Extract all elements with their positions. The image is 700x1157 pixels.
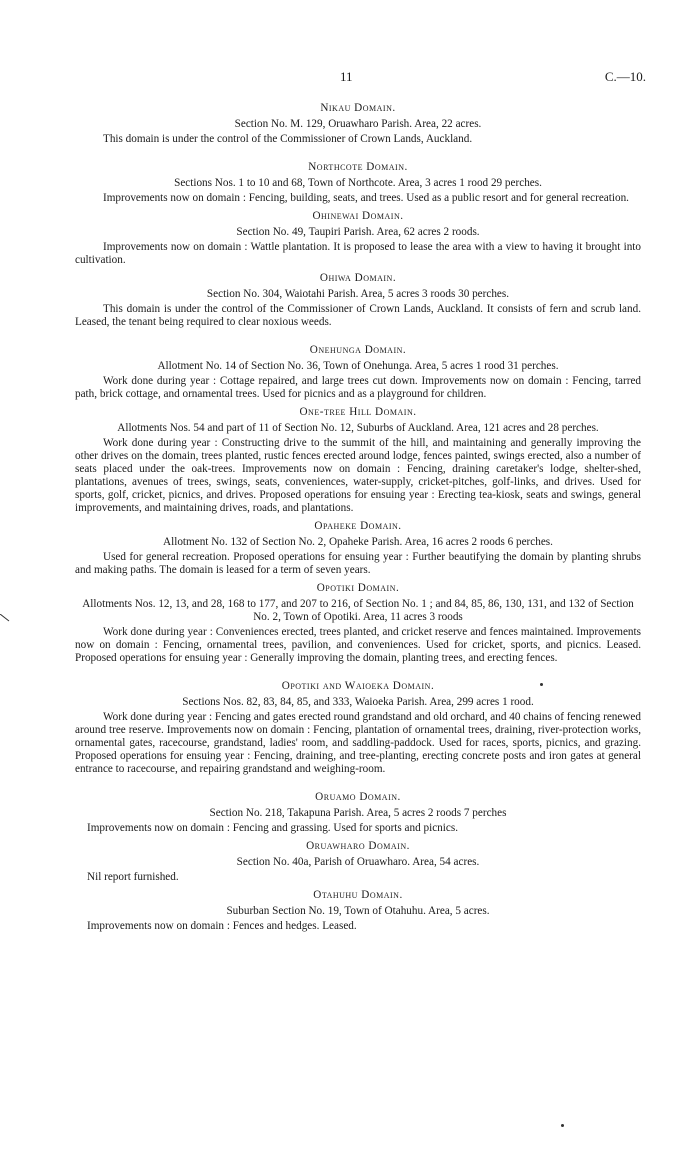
domain-section bbox=[75, 889, 641, 933]
domain-heading: Ohiwa Domain. bbox=[319, 272, 397, 284]
domain-report: Work done during year : Constructing drive to the summit of the hill, and maintaining and generally improving the other drives on the domain, trees planted, rustic fences erected around lodge, fences painted, swings erected, also a number of seats placed under the oak-trees. Improvements now on domain : Fencing, draining caretaker's lodge, shelter-shed, plantations, avenues of trees, swings, seats, conveniences, water-supply, cricket-pitches, golf-links, and drives. Used for sports, golf, cricket, picnics, and drives. Proposed operations for ensuing year : Erecting tea-kiosk, seats and swings, general improvements, and maintaining drives, roads, and plantations. bbox=[75, 437, 641, 514]
domain-heading: Nikau Domain. bbox=[320, 102, 396, 114]
domain-report: Used for general recreation. Proposed operations for ensuing year : Further beautifying the domain by planting shrubs and making paths. The domain is leased for a term of seven years. bbox=[75, 551, 641, 576]
domain-heading: Otahuhu Domain. bbox=[313, 889, 403, 901]
domain-report: Improvements now on domain : Fencing, building, seats, and trees. Used as a public resort and for general recreation. bbox=[103, 192, 629, 204]
domain-section bbox=[75, 161, 641, 205]
domain-heading: Opotiki Domain. bbox=[316, 582, 400, 594]
domain-heading: Opotiki and Waioeka Domain. bbox=[281, 680, 435, 692]
domain-description: Suburban Section No. 19, Town of Otahuhu. Area, 5 acres. bbox=[226, 905, 490, 917]
domain-description: Allotments Nos. 54 and part of 11 of Section No. 12, Suburbs of Auckland. Area, 121 acres and 28 perches. bbox=[117, 422, 599, 434]
domain-heading: Opaheke Domain. bbox=[314, 520, 402, 532]
domain-description: Section No. 40a, Parish of Oruawharo. Area, 54 acres. bbox=[236, 856, 480, 868]
page-number: 11 bbox=[340, 69, 353, 84]
domain-heading: Northcote Domain. bbox=[308, 161, 408, 173]
domain-report: This domain is under the control of the Commissioner of Crown Lands, Auckland. It consists of fern and scrub land. Leased, the tenant being required to clear noxious weeds. bbox=[75, 303, 641, 328]
domain-section bbox=[75, 406, 641, 515]
domain-section bbox=[75, 520, 641, 577]
ink-speck bbox=[561, 1124, 564, 1127]
series-number: C.—10. bbox=[604, 69, 646, 84]
document-body bbox=[75, 97, 641, 935]
domain-heading: Oruawharo Domain. bbox=[306, 840, 410, 852]
domain-heading: Ohinewai Domain. bbox=[312, 210, 404, 222]
domain-heading: Oruamo Domain. bbox=[315, 791, 401, 803]
domain-description: Allotment No. 14 of Section No. 36, Town of Onehunga. Area, 5 acres 1 rood 31 perches. bbox=[157, 360, 559, 372]
domain-report: Work done during year : Fencing and gates erected round grandstand and old orchard, and 40 chains of fencing renewed around tree reserve. Improvements now on domain : Fencing, plantation of ornamental trees, draining, river-protection works, ornamental gates, racecourse, grandstand, ladies' room, and saddling-paddock. Used for races, sports, picnics, and grazing. Proposed operations for ensuing year : Fencing, draining, and tree-planting, erecting concrete posts and iron gates at general entrance to racecourse, and repairing grandstand and weighing-room. bbox=[75, 711, 641, 775]
domain-report: Work done during year : Conveniences erected, trees planted, and cricket reserve and fences maintained. Improvements now on domain : Fencing, ornamental trees, pavilion, and conveniences. Used for cricket, sports, and picnics. Leased. Proposed operations for ensuing year : Generally improving the domain, planting trees, and erecting fences. bbox=[75, 626, 641, 664]
ink-speck bbox=[540, 683, 543, 686]
domain-report: This domain is under the control of the Commissioner of Crown Lands, Auckland. bbox=[103, 133, 473, 145]
domain-section bbox=[75, 344, 641, 401]
domain-report: Improvements now on domain : Wattle plantation. It is proposed to lease the area with a view to having it brought into cultivation. bbox=[75, 241, 641, 266]
domain-heading: One-tree Hill Domain. bbox=[299, 406, 417, 418]
domain-description: Sections Nos. 1 to 10 and 68, Town of Northcote. Area, 3 acres 1 rood 29 perches. bbox=[174, 177, 542, 189]
domain-report: Work done during year : Cottage repaired, and large trees cut down. Improvements now on domain : Fencing, tarred path, brick cottage, and ornamental trees. Used for picnics and as a playground for children. bbox=[75, 375, 641, 400]
page-header bbox=[0, 70, 700, 86]
domain-description: Sections Nos. 82, 83, 84, 85, and 333, Waioeka Parish. Area, 299 acres 1 rood. bbox=[182, 696, 534, 708]
domain-report: Nil report furnished. bbox=[87, 871, 179, 883]
domain-description: Allotments Nos. 12, 13, and 28, 168 to 177, and 207 to 216, of Section No. 1 ; and 84, 85, 86, 130, 131, and 132 of Section No. 2, Town of Opotiki. Area, 11 acres 3 roods bbox=[82, 598, 634, 623]
domain-section bbox=[75, 102, 641, 146]
domain-section bbox=[75, 272, 641, 329]
domain-section bbox=[75, 791, 641, 835]
domain-report: Improvements now on domain : Fences and hedges. Leased. bbox=[87, 920, 357, 932]
domain-description: Allotment No. 132 of Section No. 2, Opaheke Parish. Area, 16 acres 2 roods 6 perches. bbox=[163, 536, 553, 548]
domain-description: Section No. 304, Waiotahi Parish. Area, 5 acres 3 roods 30 perches. bbox=[206, 288, 510, 300]
margin-mark bbox=[0, 614, 10, 622]
domain-section bbox=[75, 210, 641, 267]
domain-section bbox=[75, 582, 641, 665]
domain-description: Section No. 49, Taupiri Parish. Area, 62 acres 2 roods. bbox=[236, 226, 480, 238]
domain-section bbox=[75, 680, 641, 776]
domain-description: Section No. M. 129, Oruawharo Parish. Area, 22 acres. bbox=[234, 118, 482, 130]
domain-heading: Onehunga Domain. bbox=[309, 344, 407, 356]
domain-description: Section No. 218, Takapuna Parish. Area, 5 acres 2 roods 7 perches bbox=[209, 807, 507, 819]
domain-section bbox=[75, 840, 641, 884]
domain-report: Improvements now on domain : Fencing and grassing. Used for sports and picnics. bbox=[87, 822, 458, 834]
